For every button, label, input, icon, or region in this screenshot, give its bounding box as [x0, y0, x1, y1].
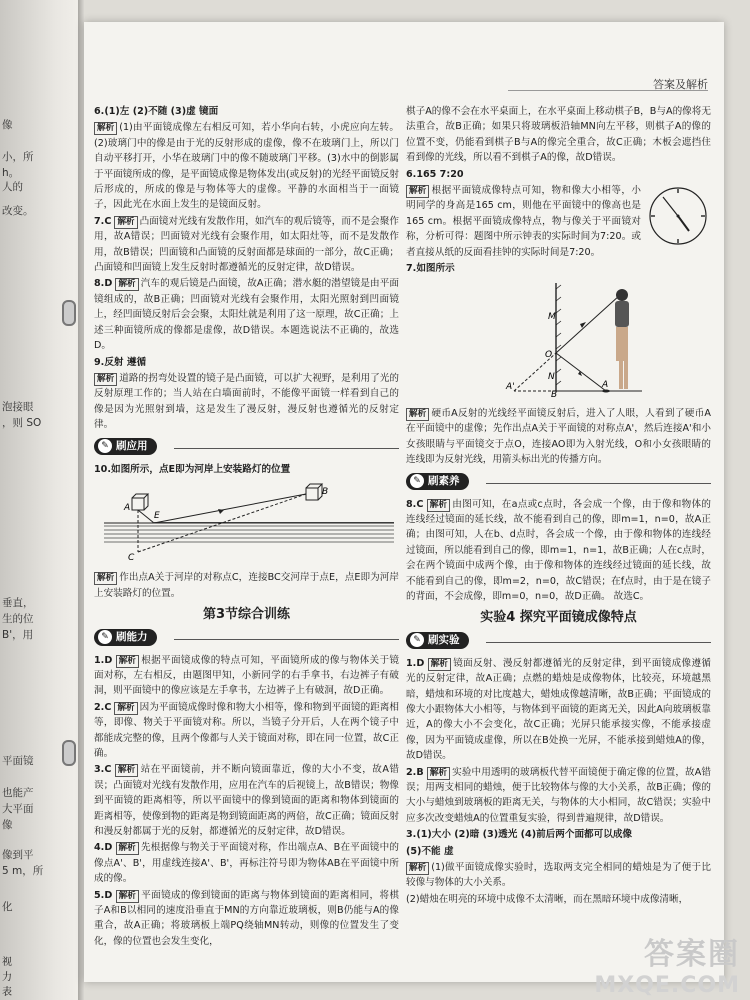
- pencil-icon: ✎: [98, 630, 112, 644]
- adjacent-text: ，则 SO: [2, 417, 42, 429]
- section-title: 第3节综合训练: [202, 607, 291, 623]
- mirror-coin-figure: [406, 279, 711, 402]
- answer-e2: 2.B 解析 实验中用透明的玻璃板代替平面镜便于确定像的位置，故A错误；用两支相同的蜡烛，便于比较物体与像的大小关系，故B正确；像的大小与蜡烛到玻璃板的距离无关，与物体的大小相同，故C错误；实验中应多次改变蜡烛A的位置重复实验，得到普遍规律，故D错误。: [406, 766, 711, 824]
- answer-6-head: 6.(1)左 (2)不随 (3)虚 镜面: [94, 106, 219, 117]
- adjacent-text: 垂直，: [2, 597, 34, 609]
- header-title: 答案及解析: [653, 78, 708, 91]
- page-header: [508, 78, 708, 91]
- pencil-icon: ✎: [410, 633, 424, 647]
- answer-e3-line2: (5)不能 虚: [406, 845, 454, 857]
- answer-r1: 1.D 解析 根据平面镜成像的特点可知，平面镜所成的像与物体关于镜面对称，左右相反，由题图甲知，小新同学的右手拿书，右边裤子有破洞，则平面镜中的像应该是左手拿书，左边裤子上有破洞，故D正确。: [94, 654, 399, 697]
- left-column: [94, 104, 399, 950]
- analysis-tag: 解析: [406, 408, 429, 421]
- banner-apply: ✎ 刷应用: [94, 438, 399, 458]
- answer-9-analysis: 解析 道路的拐弯处设置的镜子是凸面镜，可以扩大视野，是利用了光的反射原理工作的；当人站在白墙面前时，不能像平面镜一样看到自己的像是因为光照射到墙，这是发生了漫反射，漫反射也遵循光的反射定律。: [94, 372, 399, 431]
- point-b-label: B: [322, 486, 329, 497]
- adjacent-text: 像到平: [2, 849, 34, 861]
- banner-literacy: ✎ 刷素养: [406, 473, 711, 493]
- analysis-tag: 解析: [94, 373, 117, 386]
- answer-10-analysis: 解析 作出点A关于河岸的对称点C，连接BC交河岸于点E，点E即为河岸上安装路灯的位置。: [94, 572, 399, 599]
- adjacent-text: B'，用: [2, 629, 34, 641]
- answer-10-head: 10.如图所示，点E即为河岸上安装路灯的位置: [94, 463, 291, 475]
- adjacent-text: 改变。: [2, 205, 34, 217]
- adjacent-text: 生的位: [2, 613, 34, 625]
- experiment-title: 实验4 探究平面镜成像特点: [480, 610, 637, 626]
- label-a: A: [602, 380, 609, 391]
- clock-figure: [645, 183, 711, 249]
- adjacent-page-strip: [0, 0, 80, 1000]
- adjacent-text: 人的: [2, 181, 23, 193]
- analysis-tag: 解析: [406, 185, 429, 198]
- analysis-tag: 解析: [428, 658, 451, 671]
- answer-8b: 8.C 解析 由图可知，在a点或c点时，各会成一个像，由于像和物体的连线经过镜面的延长线，故不能看到自己的像，即m=1，n=0，故A正确；由图可知，人在b、d点时，各会成一个像，由于像和物体的连线经过镜面，所以能看到自己的像，即m=1，n=1，故B正确；人在c点时，会在两个镜面中成两个像，由于像和物体的连线经过镜面的延长线，故不能看到自己的像，即m=2，n=0，故C错误；在f点时，由于是在镜子的背面，不会成像，即m=0，n=0，故D正确。 故选C。: [406, 498, 712, 602]
- analysis-tag: 解析: [406, 862, 429, 875]
- analysis-tag: 解析: [116, 655, 139, 668]
- analysis-tag: 解析: [94, 122, 117, 135]
- answer-7b-head: 7.如图所示: [406, 263, 455, 275]
- answer-r3: 3.C 解析 站在平面镜前，并不断向镜面靠近，像的大小不变，故A错误；凸面镜对光线有发散作用，应用在汽车的后视镜上，故B错误；物像到平面镜的距离相等，所以平面镜中的像到镜面的距离和物体到镜面的距离相等，使像到物的距离是物到镜面距离的两倍，故C正确；镜面反射和漫反射都属于光的反射，都遵循光的反射定律，故D错误。: [94, 764, 399, 838]
- adjacent-text: h。: [2, 167, 20, 179]
- label-b: B: [551, 390, 558, 398]
- analysis-tag: 解析: [114, 702, 137, 715]
- adjacent-text: 像: [2, 819, 13, 831]
- label-n: N: [548, 372, 555, 383]
- answer-6b-analysis: 解析 根据平面镜成像特点可知，物和像大小相等，小明同学的身高是165 cm，则他在平面镜中的像高也是165 cm。根据平面镜成像特点，物与像关于平面镜对称，分析可得：题图中所示钟表的实际时间为7:20。或者直接从纸的反面看挂钟的实际时间是7:20。: [406, 185, 641, 258]
- point-a-label: A: [124, 502, 131, 513]
- pencil-icon: ✎: [98, 439, 112, 453]
- analysis-tag: 解析: [115, 278, 138, 291]
- right-column: [406, 104, 711, 908]
- adjacent-text: 化: [2, 901, 13, 913]
- analysis-tag: 解析: [427, 767, 450, 780]
- analysis-tag: 解析: [116, 842, 139, 855]
- adjacent-text: 泡接眼: [2, 401, 34, 413]
- analysis-tag: 解析: [427, 499, 450, 512]
- binder-ring: [62, 300, 76, 326]
- answer-r5-continued: 棋子A的像不会在水平桌面上，在水平桌面上移动棋子B，B与A的像将无法重合，故B正确；如果只将玻璃板沿轴MN向左平移，则棋子A的像的位置不变，仍能看到棋子B与A的像完全重合，故C正确；木板会遮挡住看到像的光线，所以看不到棋子A的像，故D错误。: [406, 106, 711, 164]
- banner-experiment: ✎ 刷实验: [406, 632, 711, 652]
- adjacent-text: 也能产: [2, 787, 34, 799]
- answer-9-head: 9.反射 遵循: [94, 356, 147, 368]
- adjacent-text: 平面镜: [2, 755, 34, 767]
- answer-r5: 5.D 解析 平面镜成的像到镜面的距离与物体到镜面的距离相同，将棋子A和B以相同的速度沿垂直于MN的方向靠近玻璃板，则B仍能与A的像重合，故A正确；将玻璃板上端PQ绕轴MN转动，则像的位置发生了变化，像的位置也会发生变化，: [94, 889, 399, 947]
- binder-ring: [62, 740, 76, 766]
- point-c-label: C: [128, 552, 135, 562]
- answer-e3-head: 3.(1)大小 (2)暗 (3)透光 (4)前后两个面都可以成像: [406, 829, 633, 841]
- river-lamp-figure: [94, 480, 399, 567]
- eye-chart-label: 视 力 表: [2, 957, 12, 998]
- answer-r2: 2.C 解析 因为平面镜成像时像和物大小相等，像和物到平面镜的距离相等，即像、物关于平面镜对称。所以，当镜子分开后，人在两个镜子中都能成完整的像，且两个像都与人关于镜面对称，即在同一位置，故C正确。: [94, 701, 399, 759]
- answer-8: 8.D 解析 汽车的观后镜是凸面镜，故A正确；潜水艇的潜望镜是由平面镜组成的，故B正确；凹面镜对光线有会聚作用，太阳光照射到凹面镜上，经凹面镜反射后会会聚，太阳灶就是利用了这一原理，故C正确；上述三种面镜所成的像都是虚像，故D错误。本题选说法不正确的，故选D。: [94, 278, 399, 352]
- label-a-prime: A': [506, 382, 515, 393]
- adjacent-text: 小，所: [2, 151, 34, 163]
- banner-ability: ✎ 刷能力: [94, 629, 399, 649]
- analysis-tag: 解析: [114, 216, 137, 229]
- adjacent-text: 像: [2, 119, 13, 131]
- label-m: M: [548, 312, 556, 323]
- site-watermark: 答案圈 MXQE.COM: [594, 937, 740, 998]
- answer-page: [84, 22, 724, 982]
- answer-6b-head: 6.165 7:20: [406, 168, 464, 180]
- pencil-icon: ✎: [410, 474, 424, 488]
- answer-e3-analysis-2: (2)蜡烛在明亮的环境中成像不太清晰，而在黑暗环境中成像清晰，: [406, 893, 689, 905]
- analysis-tag: 解析: [115, 764, 138, 777]
- answer-6-analysis: 解析 (1)由平面镜成像左右相反可知，若小华向右转，小虎应向左转。(2)玻璃门中的像是由于光的反射形成的虚像，像不在玻璃门上，所以门自动平移打开，小华在玻璃门中的像不随玻璃门平移。(3)水中的倒影属于平面镜所成的像，是平面镜成像是物体发出(或反射)的光经平面镜反射后形成的，所成的像是与物体等大的虚像。平静的水面相当于一面镜子，因此光在水面上发生的是镜面反射。: [94, 122, 399, 211]
- answer-7b-analysis: 解析 硬币A反射的光线经平面镜反射后，进入了人眼，人看到了硬币A在平面镜中的虚像；先作出点A关于平面镜的对称点A'，然后连接A'和小女孩眼睛与平面镜交于点O，连接AO即为入射光线，O和小女孩眼睛的连线即为反射光线，用箭头标出光的传播方向。: [406, 407, 711, 466]
- adjacent-text: 大平面: [2, 803, 34, 815]
- analysis-tag: 解析: [116, 890, 139, 903]
- answer-7: 7.C 解析 凸面镜对光线有发散作用，如汽车的观后镜等，而不是会聚作用，故A错误；凹面镜对光线有会聚作用，如太阳灶等，而不是发散作用，故B错误；凹面镜和凸面镜的反射面都是球面的一部分，故C正确；凸面镜和凹面镜上发生反射时都遵循光的反射定律，故D错误。: [94, 215, 399, 274]
- point-e-label: E: [154, 510, 160, 521]
- answer-r4: 4.D 解析 先根据像与物关于平面镜对称，作出端点A、B在平面镜中的像点A'、B'，用虚线连接A'、B'，再标注符号即为物体AB在平面镜中所成的像。: [94, 842, 399, 885]
- adjacent-text: 5 m，所: [2, 865, 44, 877]
- label-o: O: [545, 350, 553, 361]
- answer-e1: 1.D 解析 镜面反射、漫反射都遵循光的反射定律，到平面镜成像遵循光的反射定律，故A正确；点燃的蜡烛是成像物体，比较亮，环境越黑暗，蜡烛和环境的对比度越大，蜡烛成像越清晰，故B正确；平面镜成的像大小跟物体大小相等，与物体到平面镜的距离无关，因此A向玻璃板靠近，A的像大小不会变化，故C正确；光屏只能承接实像，不能承接虚像，因为平面镜成虚像，所以在B处换一光屏，不能承接到蜡烛A的像，故D错误。: [406, 657, 711, 762]
- analysis-tag: 解析: [94, 572, 117, 585]
- answer-e3-analysis: 解析 (1)做平面镜成像实验时，选取两支完全相同的蜡烛是为了便于比较像与物体的大小关系。: [406, 862, 711, 889]
